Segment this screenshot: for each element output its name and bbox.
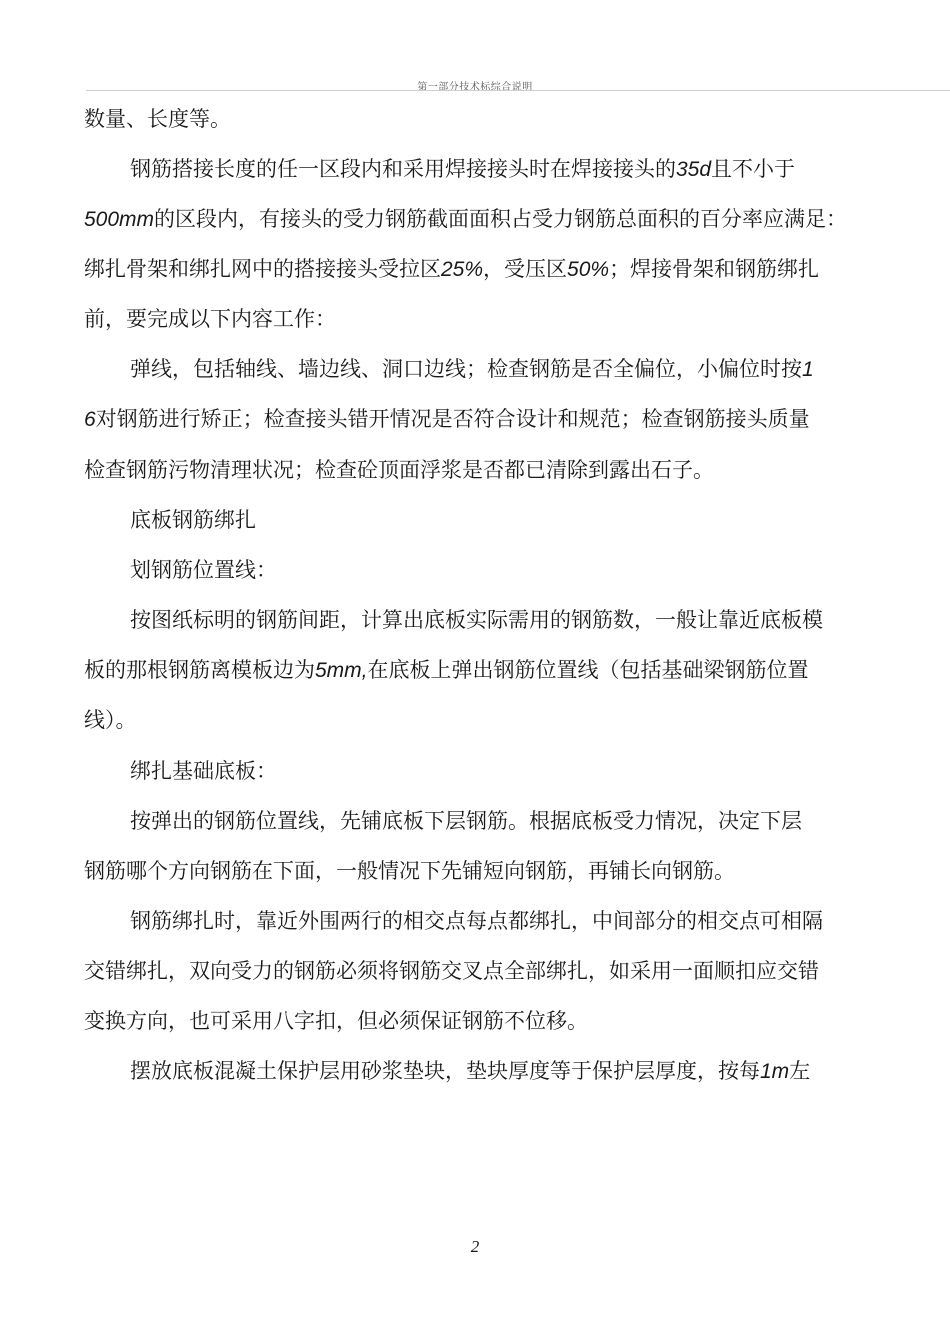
text-line: 变换方向，也可采用八字扣，但必须保证钢筋不位移。 [84,1009,588,1033]
text-line: 线）。 [84,708,137,732]
text-line: 交错绑扎，双向受力的钢筋必须将钢筋交叉点全部绑扎，如采用一面顺扣应交错 [84,959,819,983]
text-line: 数量、长度等。 [84,107,231,131]
page-number: 2 [470,1237,480,1256]
subsection-heading: 划钢筋位置线： [130,558,277,582]
text-line: 钢筋绑扎时，靠近外围两行的相交点每点都绑扎，中间部分的相交点可相隔 [130,909,823,933]
text-line: 弹线，包括轴线、墙边线、洞口边线；检查钢筋是否全偏位，小偏位时按1 [130,357,814,381]
text-line: 绑扎骨架和绑扎网中的搭接接头受拉区25%，受压区50%；焊接骨架和钢筋绑扎 [84,257,820,281]
text-line: 按图纸标明的钢筋间距，计算出底板实际需用的钢筋数，一般让靠近底板模 [130,608,823,632]
text-line: 摆放底板混凝土保护层用砂浆垫块，垫块厚度等于保护层厚度，按每1m左 [130,1059,811,1083]
text-line: 检查钢筋污物清理状况；检查砼顶面浮浆是否都已清除到露出石子。 [84,458,714,482]
text-line: 前，要完成以下内容工作： [84,307,336,331]
section-heading: 底板钢筋绑扎 [130,508,256,532]
text-line: 钢筋搭接长度的任一区段内和采用焊接接头时在焊接接头的35d且不小于 [130,157,796,181]
header-rule [86,90,950,91]
text-line: 6对钢筋进行矫正；检查接头错开情况是否符合设计和规范；检查钢筋接头质量 [84,407,810,431]
text-line: 500mm的区段内，有接头的受力钢筋截面面积占受力钢筋总面积的百分率应满足： [84,207,848,231]
text-line: 板的那根钢筋离模板边为5mm,在底板上弹出钢筋位置线（包括基础梁钢筋位置 [84,658,809,682]
text-line: 钢筋哪个方向钢筋在下面，一般情况下先铺短向钢筋，再铺长向钢筋。 [84,859,735,883]
text-line: 按弹出的钢筋位置线，先铺底板下层钢筋。根据底板受力情况，决定下层 [130,809,802,833]
page-header: 第一部分技术标综合说明 [417,82,533,93]
subsection-heading: 绑扎基础底板： [130,759,277,783]
